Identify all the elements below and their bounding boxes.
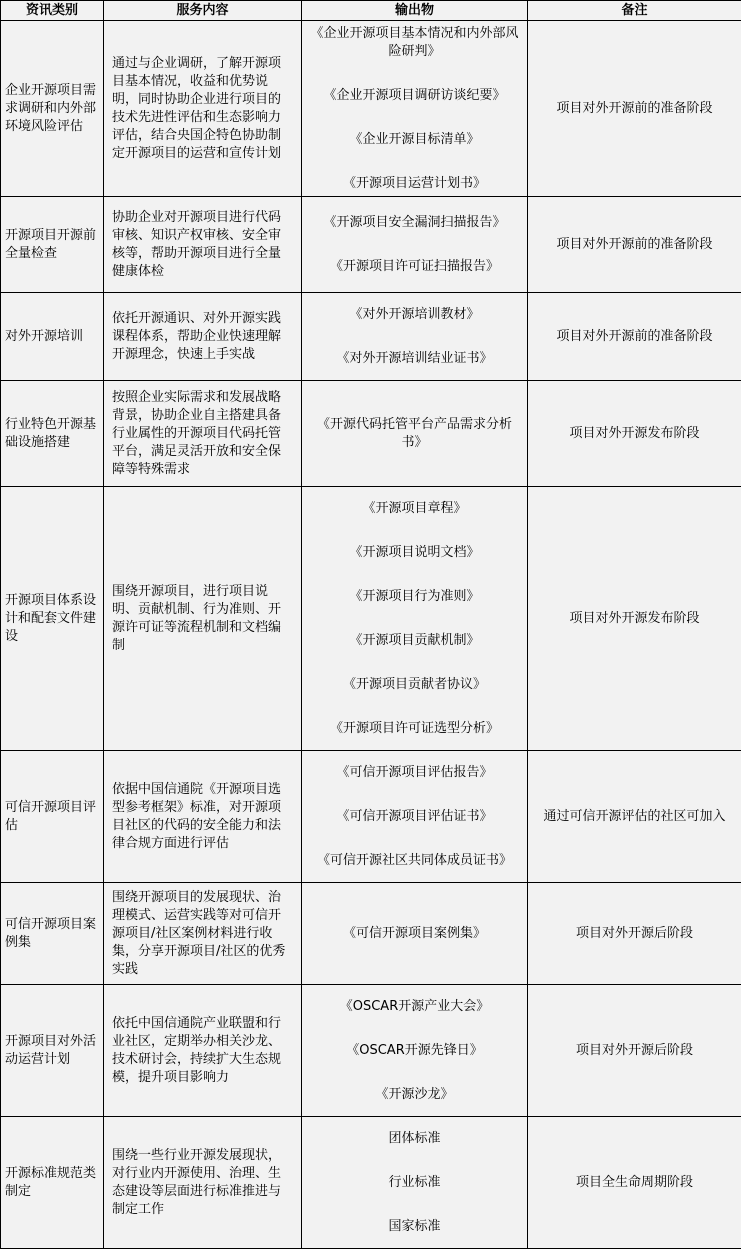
category-cell: 开源标准规范类制定 (1, 1117, 104, 1249)
output-item: 《可信开源社区共同体成员证书》 (308, 852, 521, 870)
outputs-cell (302, 197, 528, 293)
table-row (1, 487, 741, 751)
outputs-cell (302, 1117, 528, 1249)
output-item: 《企业开源项目调研访谈纪要》 (308, 87, 521, 105)
note-cell: 项目全生命周期阶段 (528, 1117, 741, 1249)
service-cell: 依托中国信通院产业联盟和行业社区，定期举办相关沙龙、技术研讨会，持续扩大生态规模，提升项目影响力 (104, 985, 302, 1117)
output-item: 《OSCAR开源产业大会》 (308, 998, 521, 1016)
outputs-cell (302, 751, 528, 883)
note-cell: 通过可信开源评估的社区可加入 (528, 751, 741, 883)
output-item: 国家标准 (308, 1218, 521, 1236)
note-cell: 项目对外开源发布阶段 (528, 381, 741, 487)
category-cell: 对外开源培训 (1, 293, 104, 381)
output-item: 《开源代码托管平台产品需求分析书》 (308, 416, 521, 452)
category-cell: 行业特色开源基础设施搭建 (1, 381, 104, 487)
service-cell: 围绕一些行业开源发展现状，对行业内开源使用、治理、生态建设等层面进行标准推进与制定工作 (104, 1117, 302, 1249)
output-item: 《开源项目章程》 (308, 500, 521, 518)
outputs-cell (302, 985, 528, 1117)
service-cell: 围绕开源项目，进行项目说明、贡献机制、行为准则、开源许可证等流程机制和文档编制 (104, 487, 302, 751)
service-cell: 通过与企业调研，了解开源项目基本情况，收益和优势说明，同时协助企业进行项目的技术先进性评估和生态影响力评估，结合央国企特色协助制定开源项目的运营和宣传计划 (104, 21, 302, 197)
output-item: 《可信开源项目案例集》 (308, 925, 521, 943)
note-cell: 项目对外开源后阶段 (528, 883, 741, 985)
table-row (1, 21, 741, 197)
table-row (1, 985, 741, 1117)
output-item: 《对外开源培训结业证书》 (308, 350, 521, 368)
output-item: 《OSCAR开源先锋日》 (308, 1042, 521, 1060)
output-item: 《开源沙龙》 (308, 1086, 521, 1104)
category-cell: 开源项目对外活动运营计划 (1, 985, 104, 1117)
output-item: 《企业开源项目基本情况和内外部风险研判》 (308, 25, 521, 61)
header-note: 备注 (528, 1, 741, 21)
output-item: 《企业开源目标清单》 (308, 131, 521, 149)
table-body (1, 21, 741, 1249)
service-cell: 围绕开源项目的发展现状、治理模式、运营实践等对可信开源项目/社区案例材料进行收集，分享开源项目/社区的优秀实践 (104, 883, 302, 985)
category-cell: 可信开源项目评估 (1, 751, 104, 883)
note-cell: 项目对外开源后阶段 (528, 985, 741, 1117)
table-row (1, 751, 741, 883)
header-service: 服务内容 (104, 1, 302, 21)
header-row (1, 1, 741, 21)
output-item: 《开源项目许可证扫描报告》 (308, 258, 521, 276)
outputs-cell (302, 381, 528, 487)
note-cell: 项目对外开源前的准备阶段 (528, 197, 741, 293)
service-cell: 按照企业实际需求和发展战略背景，协助企业自主搭建具备行业属性的开源项目代码托管平台，满足灵活开放和安全保障等特殊需求 (104, 381, 302, 487)
table-row (1, 883, 741, 985)
output-item: 《开源项目许可证选型分析》 (308, 720, 521, 738)
table-row (1, 1117, 741, 1249)
output-item: 《开源项目运营计划书》 (308, 175, 521, 193)
output-item: 《开源项目贡献机制》 (308, 632, 521, 650)
category-cell: 可信开源项目案例集 (1, 883, 104, 985)
note-cell: 项目对外开源发布阶段 (528, 487, 741, 751)
outputs-cell (302, 21, 528, 197)
header-outputs: 输出物 (302, 1, 528, 21)
output-item: 《可信开源项目评估证书》 (308, 808, 521, 826)
output-item: 团体标准 (308, 1130, 521, 1148)
category-cell: 开源项目开源前全量检查 (1, 197, 104, 293)
service-cell: 协助企业对开源项目进行代码审核、知识产权审核、安全审核等，帮助开源项目进行全量健康体检 (104, 197, 302, 293)
output-item: 《开源项目贡献者协议》 (308, 676, 521, 694)
table-row (1, 381, 741, 487)
service-cell: 依托开源通识、对外开源实践课程体系，帮助企业快速理解开源理念，快速上手实战 (104, 293, 302, 381)
table-row (1, 197, 741, 293)
note-cell: 项目对外开源前的准备阶段 (528, 293, 741, 381)
table-header (1, 1, 741, 21)
outputs-cell (302, 487, 528, 751)
category-cell: 开源项目体系设计和配套文件建设 (1, 487, 104, 751)
note-cell: 项目对外开源前的准备阶段 (528, 21, 741, 197)
output-item: 《对外开源培训教材》 (308, 306, 521, 324)
service-cell: 依据中国信通院《开源项目选型参考框架》标准，对开源项目社区的代码的安全能力和法律合规方面进行评估 (104, 751, 302, 883)
outputs-cell (302, 293, 528, 381)
output-item: 《开源项目说明文档》 (308, 544, 521, 562)
output-item: 行业标准 (308, 1174, 521, 1192)
outputs-cell (302, 883, 528, 985)
category-cell: 企业开源项目需求调研和内外部环境风险评估 (1, 21, 104, 197)
table-row (1, 293, 741, 381)
output-item: 《开源项目安全漏洞扫描报告》 (308, 214, 521, 232)
output-item: 《开源项目行为准则》 (308, 588, 521, 606)
header-category: 资讯类别 (1, 1, 104, 21)
output-item: 《可信开源项目评估报告》 (308, 764, 521, 782)
